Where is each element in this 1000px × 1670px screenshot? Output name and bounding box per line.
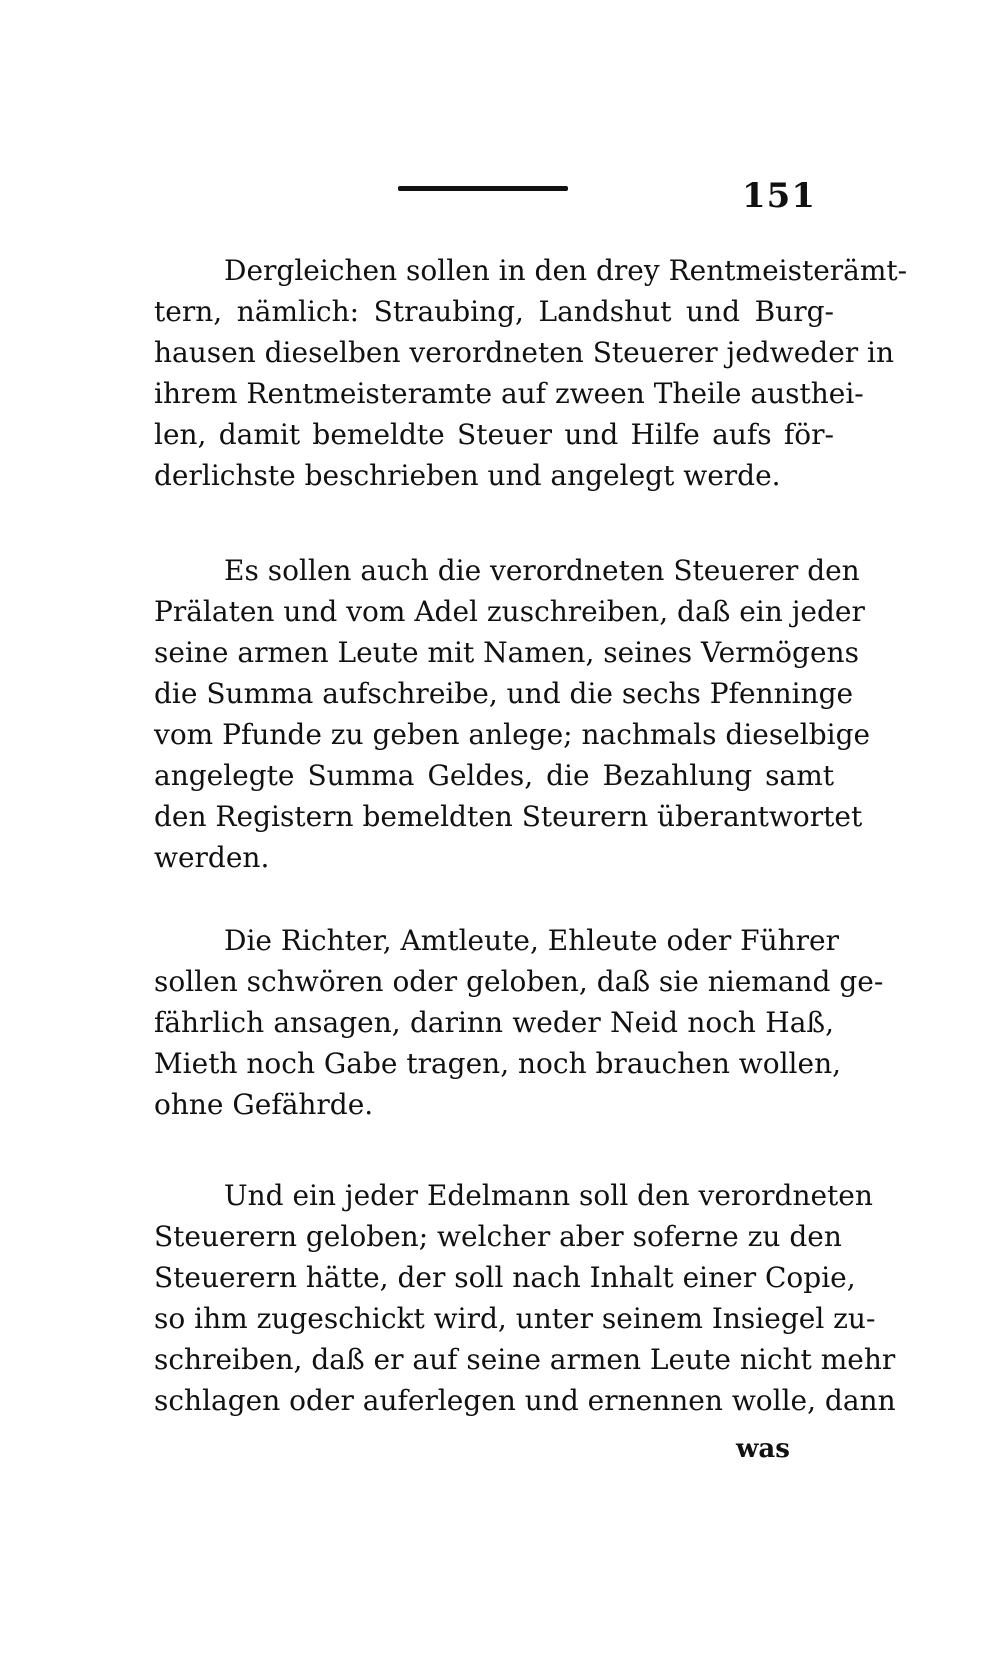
text-line: len, damit bemeldte Steuer und Hilfe aufs för- bbox=[154, 418, 834, 451]
text-line: fährlich ansagen, darinn weder Neid noch Haß, bbox=[154, 1006, 834, 1039]
page-number: 151 bbox=[742, 176, 816, 216]
text-line: tern, nämlich: Straubing, Landshut und Burg- bbox=[154, 295, 834, 328]
text-line: den Registern bemeldten Steurern überantwortet bbox=[154, 800, 863, 833]
text-line: seine armen Leute mit Namen, seines Vermögens bbox=[154, 636, 859, 669]
text-line: Mieth noch Gabe tragen, noch brauchen wollen, bbox=[154, 1047, 841, 1080]
text-line: hausen dieselben verordneten Steuerer jedweder in bbox=[154, 336, 895, 369]
header-rule bbox=[398, 186, 568, 191]
text-line: Steuerern hätte, der soll nach Inhalt einer Copie, bbox=[154, 1261, 856, 1294]
text-line: Und ein jeder Edelmann soll den verordneten bbox=[224, 1179, 873, 1212]
text-line: Steuerern geloben; welcher aber soferne zu den bbox=[154, 1220, 842, 1253]
text-line: schreiben, daß er auf seine armen Leute nicht mehr bbox=[154, 1343, 896, 1376]
paragraph-3 bbox=[154, 920, 884, 1125]
paragraph-4 bbox=[154, 1175, 896, 1421]
text-line: die Summa aufschreibe, und die sechs Pfenninge bbox=[154, 677, 854, 710]
text-line: so ihm zugeschickt wird, unter seinem Insiegel zu- bbox=[154, 1302, 876, 1335]
catchword: was bbox=[736, 1434, 790, 1464]
text-line: Prälaten und vom Adel zuschreiben, daß ein jeder bbox=[154, 595, 865, 628]
paragraph-2 bbox=[154, 550, 871, 878]
text-line: derlichste beschrieben und angelegt werde. bbox=[154, 459, 781, 492]
text-line: Die Richter, Amtleute, Ehleute oder Führer bbox=[224, 924, 839, 957]
text-line: Dergleichen sollen in den drey Rentmeisterämt- bbox=[224, 254, 908, 287]
text-line: Es sollen auch die verordneten Steuerer den bbox=[224, 554, 860, 587]
paragraph-1 bbox=[154, 250, 908, 496]
text-line: ohne Gefährde. bbox=[154, 1088, 374, 1121]
text-line: angelegte Summa Geldes, die Bezahlung samt bbox=[154, 759, 834, 792]
text-line: vom Pfunde zu geben anlege; nachmals dieselbige bbox=[154, 718, 871, 751]
text-line: sollen schwören oder geloben, daß sie niemand ge- bbox=[154, 965, 884, 998]
text-line: schlagen oder auferlegen und ernennen wolle, dann bbox=[154, 1384, 896, 1417]
text-line: ihrem Rentmeisteramte auf zween Theile austhei- bbox=[154, 377, 864, 410]
text-line: werden. bbox=[154, 841, 270, 874]
